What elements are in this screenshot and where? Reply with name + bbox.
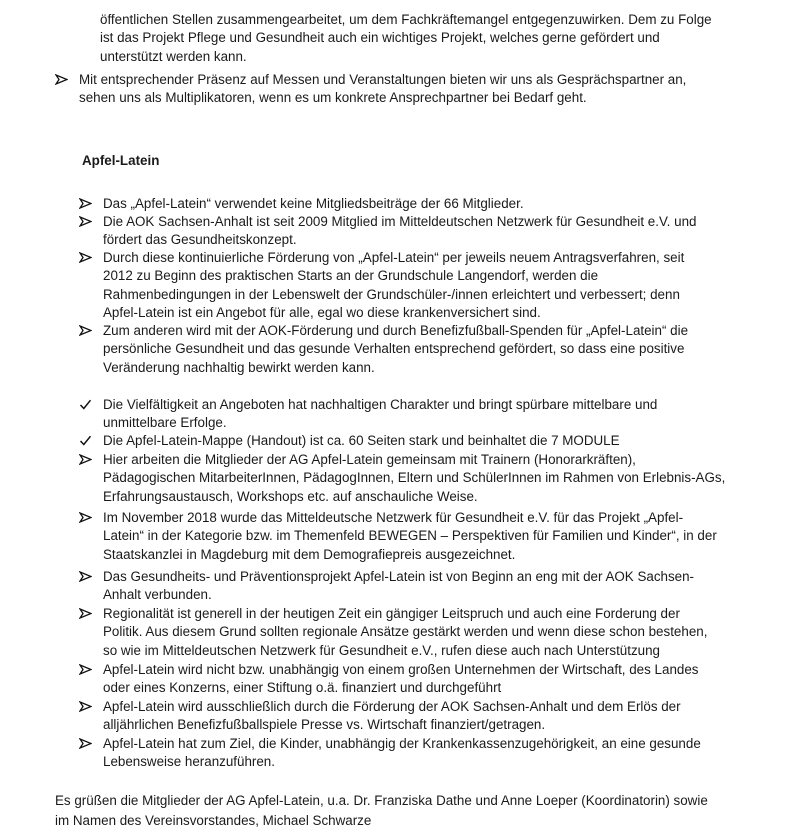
intro-paragraph (100, 11, 720, 66)
bullet-item (103, 735, 743, 772)
closing-paragraph (55, 791, 745, 831)
arrow-bullet-icon (79, 571, 92, 582)
text-line: Es grüßen die Mitglieder der AG Apfel-Latein, u.a. Dr. Franziska Dathe und Anne Loeper (Koordinatorin) sowie (55, 793, 708, 808)
bullet-item (103, 213, 743, 250)
arrow-bullet-icon (55, 74, 68, 85)
text-line: Pädagogischen MitarbeiterInnen, PädagogInnen, Eltern und SchülerInnen im Rahmen von Erlebnis-AGs, (103, 470, 726, 486)
text-line: persönliche Gesundheit und das gesunde Verhalten entsprechend gefördert, so dass eine positive (103, 341, 685, 357)
text-line: Latein“ in der Kategorie bzw. im Themenfeld BEWEGEN – Perspektiven für Familien und Kinder“, in der (103, 528, 717, 544)
text-line: Apfel-Latein hat zum Ziel, die Kinder, unabhängig der Krankenkassenzugehörigkeit, an eine gesunde (103, 736, 701, 751)
text-line: Apfel-Latein wird ausschließlich durch die Förderung der AOK Sachsen-Anhalt und dem Erlös der (103, 699, 681, 714)
text-line: unmittelbare Erfolge. (103, 415, 227, 431)
text-line: Mit entsprechender Präsenz auf Messen und Veranstaltungen bieten wir uns als Gesprächspartner an, (79, 72, 687, 87)
text-line: fördert das Gesundheitskonzept. (103, 232, 297, 248)
arrow-bullet-icon (79, 738, 92, 749)
bullet-item (103, 568, 743, 605)
text-line: Erfahrungsaustausch, Workshops etc. auf anschauliche Weise. (103, 488, 478, 504)
text-line: Rahmenbedingungen in der Lebenswelt der Grundschüler-/innen erleichtert und verbessert; denn (103, 286, 680, 302)
text-line: Staatskanzlei in Magdeburg mit dem Demografiepreis ausgezeichnet. (103, 546, 516, 562)
arrow-bullet-icon (79, 454, 92, 465)
text-line: sehen uns als Multiplikatoren, wenn es um konkrete Ansprechpartner bei Bedarf geht. (79, 90, 587, 106)
bullet-item (103, 509, 743, 564)
text-line: oder eines Konzerns, einer Stiftung o.ä. finanziert und durchgeführt (103, 680, 502, 696)
text-line: 2012 zu Beginn des praktischen Starts an der Grundschule Langendorf, werden die (103, 268, 599, 284)
bullet-item (79, 71, 719, 108)
bullet-item (103, 451, 743, 506)
text-line: Anhalt verbunden. (103, 587, 212, 603)
text-line: Politik. Aus diesem Grund sollten regionale Ansätze gestärkt werden und wenn diese schon bestehen, (103, 624, 708, 640)
text-line: Lebensweise heranzuführen. (103, 754, 275, 770)
bullet-item (103, 661, 743, 698)
bullet-item (103, 195, 743, 213)
text-line: öffentlichen Stellen zusammengearbeitet, um dem Fachkräftemangel entgegenzuwirken. Dem zu Folge (100, 12, 712, 27)
text-line: Regionalität ist generell in der heutigen Zeit ein gängiger Leitspruch und auch eine Forderung der (103, 606, 680, 621)
text-line: Hier arbeiten die Mitglieder der AG Apfel-Latein gemeinsam mit Trainern (Honorarkräften), (103, 452, 636, 467)
arrow-bullet-icon (79, 198, 92, 209)
text-line: Veränderung nachhaltig bewirkt werden kann. (103, 359, 375, 375)
arrow-bullet-icon (79, 252, 92, 263)
bullet-item (103, 322, 743, 377)
checkmark-bullet-icon (79, 435, 92, 446)
arrow-bullet-icon (79, 216, 92, 227)
text-line: Apfel-Latein ist ein Angebot für alle, egal wo diese krankenversichert sind. (103, 304, 541, 320)
checkmark-bullet-icon (79, 399, 92, 410)
text-line: im Namen des Vereinsvorstandes, Michael Schwarze (55, 813, 372, 828)
text-line: Die AOK Sachsen-Anhalt ist seit 2009 Mitglied im Mitteldeutschen Netzwerk für Gesundheit e.V. und (103, 214, 697, 229)
text-line: Im November 2018 wurde das Mitteldeutsche Netzwerk für Gesundheit e.V. für das Projekt „Apfel- (103, 510, 684, 525)
bullet-item (103, 605, 743, 660)
arrow-bullet-icon (79, 325, 92, 336)
bullet-item (103, 432, 743, 450)
arrow-bullet-icon (79, 701, 92, 712)
arrow-bullet-icon (79, 664, 92, 675)
text-line: Apfel-Latein wird nicht bzw. unabhängig von einem großen Unternehmen der Wirtschaft, des Landes (103, 662, 699, 677)
arrow-bullet-icon (79, 608, 92, 619)
text-line: Durch diese kontinuierliche Förderung von „Apfel-Latein“ per jeweils neuem Antragsverfahren, seit (103, 250, 685, 265)
arrow-bullet-icon (79, 512, 92, 523)
text-line: Zum anderen wird mit der AOK-Förderung und durch Benefizfußball-Spenden für „Apfel-Latein“ die (103, 323, 689, 338)
text-line: so wie im Mitteldeutschen Netzwerk für Gesundheit e.V., rufen diese auch nach Unterstützung (103, 642, 660, 658)
section-heading: Apfel-Latein (82, 153, 160, 168)
text-line: Die Vielfältigkeit an Angeboten hat nachhaltigen Charakter und bringt spürbare mittelbare und (103, 397, 658, 412)
text-line: Die Apfel-Latein-Mappe (Handout) ist ca. 60 Seiten stark und beinhaltet die 7 MODULE (103, 433, 620, 448)
text-line: ist das Projekt Pflege und Gesundheit auch ein wichtiges Projekt, welches gerne gefördert und (100, 30, 660, 46)
bullet-item (103, 396, 743, 433)
text-line: unterstützt werden kann. (100, 48, 247, 64)
text-line: Das „Apfel-Latein“ verwendet keine Mitgliedsbeiträge der 66 Mitglieder. (103, 196, 524, 211)
bullet-item (103, 249, 743, 322)
text-line: alljährlichen Benefizfußballspiele Presse vs. Wirtschaft finanziert/getragen. (103, 717, 546, 733)
bullet-item (103, 698, 743, 735)
text-line: Das Gesundheits- und Präventionsprojekt Apfel-Latein ist von Beginn an eng mit der AOK Sachsen- (103, 569, 695, 584)
